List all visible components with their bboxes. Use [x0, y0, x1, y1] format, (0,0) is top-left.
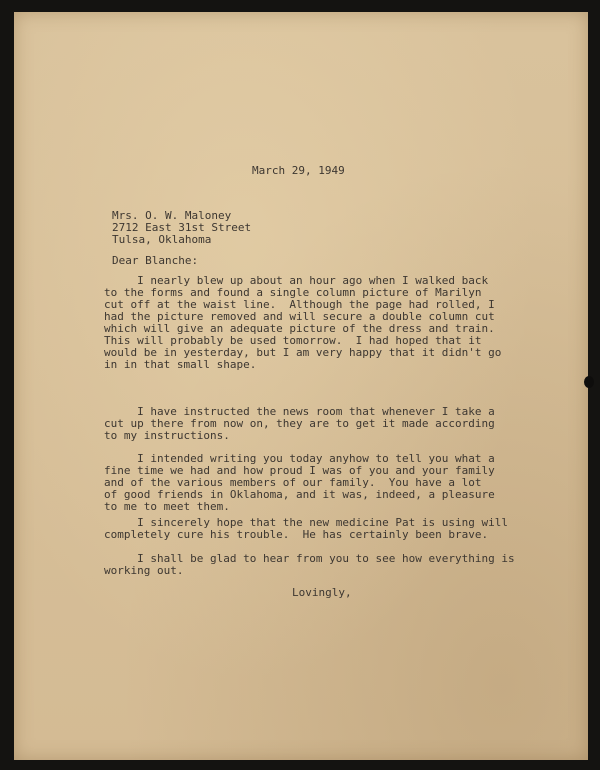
paragraph-line: would be in yesterday, but I am very happy that it didn't go: [104, 346, 502, 359]
paragraph-line: I nearly blew up about an hour ago when I walked back: [104, 274, 489, 287]
paragraph-line: fine time we had and how proud I was of you and your family: [104, 464, 495, 477]
paragraph-line: to my instructions.: [104, 429, 230, 442]
paragraph-line: I sincerely hope that the new medicine Pat is using will: [104, 516, 508, 529]
paragraph-5: [104, 553, 534, 577]
paragraph-line: which will give an adequate picture of the dress and train.: [104, 322, 495, 335]
paragraph-2: [104, 406, 534, 442]
complimentary-close: Lovingly,: [292, 586, 352, 599]
paragraph-line: I intended writing you today anyhow to tell you what a: [104, 452, 495, 465]
letter-date: March 29, 1949: [252, 164, 345, 177]
paragraph-line: of good friends in Oklahoma, and it was, indeed, a pleasure: [104, 488, 495, 501]
recipient-city: Tulsa, Oklahoma: [112, 233, 212, 246]
paragraph-line: and of the various members of our family. You have a lot: [104, 476, 482, 489]
paragraph-3: [104, 453, 534, 513]
paragraph-4: [104, 517, 534, 541]
paragraph-line: had the picture removed and will secure a double column cut: [104, 310, 495, 323]
letter-page: [14, 12, 588, 760]
paragraph-line: to me to meet them.: [104, 500, 230, 513]
paragraph-line: cut up there from now on, they are to get it made according: [104, 417, 495, 430]
paragraph-line: in in that small shape.: [104, 358, 257, 371]
punch-hole: [584, 376, 594, 388]
paragraph-1: [104, 275, 534, 371]
paragraph-line: to the forms and found a single column picture of Marilyn: [104, 286, 482, 299]
salutation: Dear Blanche:: [112, 254, 199, 267]
recipient-street: 2712 East 31st Street: [112, 221, 252, 234]
paragraph-line: I shall be glad to hear from you to see how everything is: [104, 552, 515, 565]
paragraph-line: I have instructed the news room that whenever I take a: [104, 405, 495, 418]
recipient-name: Mrs. O. W. Maloney: [112, 209, 232, 222]
paragraph-line: working out.: [104, 564, 184, 577]
paragraph-line: completely cure his trouble. He has certainly been brave.: [104, 528, 489, 541]
paragraph-line: This will probably be used tomorrow. I had hoped that it: [104, 334, 482, 347]
paragraph-line: cut off at the waist line. Although the page had rolled, I: [104, 298, 495, 311]
